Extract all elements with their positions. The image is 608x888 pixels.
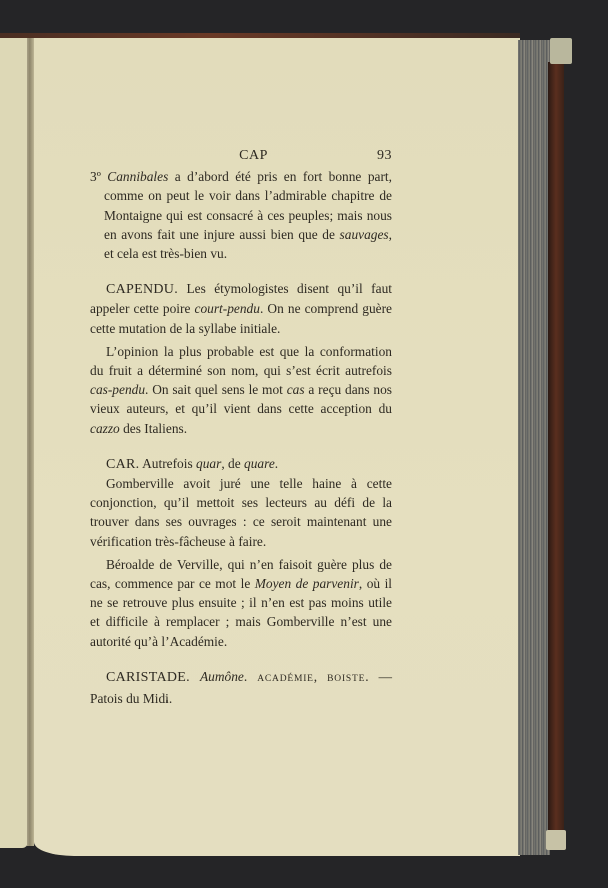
body-text: , où il ne se retrouve plus ensuite ; il n’en est pas moins utile et difficile à remplacer ; mais Gomberville n’est une autorité qu’à l’Académie. <box>90 576 393 649</box>
body-text: L’opinion la plus probable est que la conformation du fruit a déterminé son nom, qui s’est écrit autrefois <box>90 343 392 379</box>
term: court-pendu <box>194 301 260 317</box>
term: cas-pendu <box>90 382 146 398</box>
headword: CAR. <box>106 456 140 472</box>
paragraph <box>90 342 392 438</box>
body-text: , de <box>221 455 245 471</box>
body-text: Autrefois <box>139 455 197 471</box>
body-text: Béroalde de Verville, qui n’en faisoit guère plus de cas, commence par ce mot le <box>90 556 392 592</box>
page-text <box>90 146 392 708</box>
term: cas <box>286 382 305 398</box>
body-text: a reçu dans nos vieux auteurs, et qu’il vient dans cette acception du <box>90 382 392 417</box>
left-page-edge <box>0 38 28 848</box>
source-ref: BOISTE <box>327 673 366 684</box>
cover-corner-bottom <box>546 830 566 850</box>
headword: CARISTADE. <box>106 669 190 685</box>
body-text: a d’abord été pris en fort bonne part, comme on peut le voir dans l’admirable chapitre de Montaigne qui est consacré à ces peuples; mais nous en avons fait une injure aussi bien que de <box>104 169 392 242</box>
page-edges <box>518 40 550 855</box>
paragraph: Gomberville avoit juré une telle haine à cette conjonction, qu’il mettoit ses lecteurs au défi de la trouver dans ses ouvrages : ce seroit maintenant une vérification très-fâcheuse à faire. <box>90 476 392 549</box>
headword: CAPENDU. <box>106 282 179 298</box>
cover-corner-top <box>550 38 572 64</box>
entry-capendu <box>90 279 392 338</box>
paragraph <box>90 555 392 651</box>
book-gutter <box>27 38 34 846</box>
term: cazzo <box>90 420 120 436</box>
body-text: . — Patois du Midi. <box>90 668 392 707</box>
book-cover <box>548 62 564 842</box>
entry-cannibales <box>90 167 392 263</box>
body-text: . On sait quel sens le mot <box>145 382 287 398</box>
term: quare <box>244 455 275 471</box>
term: Moyen de parvenir <box>254 576 359 592</box>
item-number: 3º <box>90 169 108 185</box>
body-text: . <box>274 455 279 471</box>
body-text: des Italiens. <box>119 420 188 436</box>
term: sauvages <box>339 226 389 242</box>
page-number: 93 <box>377 148 392 163</box>
term: Cannibales <box>107 169 169 185</box>
term: quar <box>196 455 222 471</box>
body-text: , et cela est très-bien vu. <box>104 226 392 262</box>
running-head <box>90 146 392 165</box>
entry-car <box>90 454 392 474</box>
body-text: Les étymologistes disent qu’il faut appeler cette poire <box>90 281 392 317</box>
entry-caristade: CARISTADE. Aumône. ACADÉMIE, BOISTE. — Patois du Midi. <box>90 668 392 707</box>
source-ref: ACADÉMIE <box>257 673 314 684</box>
term: Aumône <box>199 668 244 684</box>
body-text: . On ne comprend guère cette mutation de la syllabe initiale. <box>90 301 392 336</box>
running-head-title: CAP <box>239 148 268 163</box>
